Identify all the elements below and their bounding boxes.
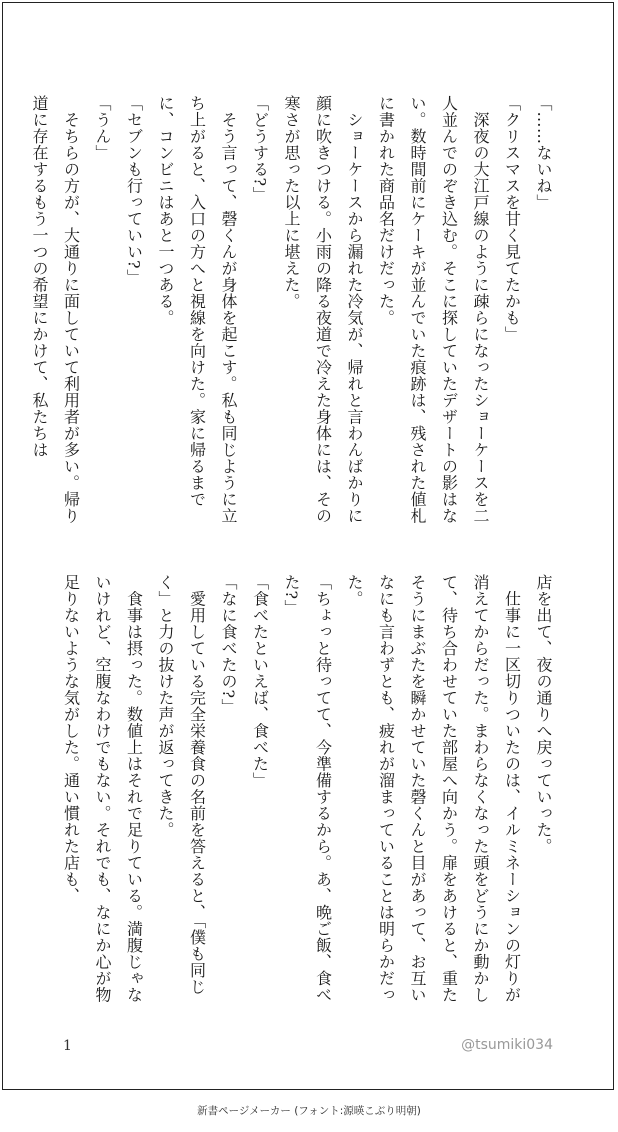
text-column-bottom — [55, 574, 559, 1004]
paragraph: 「クリスマスを甘く見てたかも」 — [502, 95, 522, 343]
paragraph: 「なに食べたの?」 — [219, 574, 238, 716]
paragraph: 愛用している完全栄養食の名前を答えると、「僕も同じく」と力の抜けた声が返ってきた。 — [156, 574, 207, 995]
paragraph: 「うん」 — [93, 95, 112, 161]
paragraph: 「食べたといえば、食べた」 — [250, 574, 270, 789]
paragraph: 食事は摂った。数値上はそれで足りている。満腹じゃないけれど、空腹なわけでもない。それでも、なにか心が物足りないような気がした。通い慣れた店も、 — [61, 574, 144, 1003]
paragraph: 「セブンも行っていい?」 — [124, 95, 144, 286]
paragraph: 店を出て、夜の通りへ戻っていった。 — [534, 574, 553, 855]
paragraph: 深夜の大江戸線のように疎らになったショーケースを二人並んでのぞき込む。そこに探していたデザートの影はない。数時間前にケーキが並んでいた痕跡は、残された値札に書かれた商品名だけだった。 — [376, 95, 490, 524]
paragraph: そちらの方が、大通りに面していて利用者が多い。帰り道に存在するもう一つの希望にかけて、私たちは — [30, 95, 81, 524]
page-number: 1 — [63, 1038, 72, 1054]
paragraph: 「……ないね」 — [534, 95, 553, 211]
book-page — [2, 2, 614, 1090]
text-column-top — [30, 95, 559, 525]
paragraph: そう言って、磬くんが身体を起こす。私も同じように立ち上がると、入口の方へと視線を向けた。家に帰るまでに、コンビニはあと一つある。 — [156, 95, 238, 524]
author-handle: @tsumiki034 — [461, 1037, 553, 1053]
paragraph: 仕事に一区切りついたのは、イルミネーションの灯りが消えてからだった。まわらなくなった頭をどうにか動かして、待ち合わせていた部屋へ向かう。扉をあけると、重たそうにまぶたを瞬かせていた磬くんと目があって、お互いなにも言わずとも、疲れが溜まっていることは明らかだった。 — [345, 574, 522, 1003]
paragraph: 「ちょっと待ってて、今準備するから。あ、晩ご飯、食べた?」 — [282, 574, 333, 1003]
paragraph: 「どうする?」 — [250, 95, 270, 204]
paragraph: ショーケースから漏れた冷気が、帰れと言わんばかりに顔に吹きつける。小雨の降る夜道で冷えた身体には、その寒さが思った以上に堪えた。 — [282, 95, 364, 524]
footer-caption: 新書ページメーカー (フォント:源暎こぶり明朝) — [197, 1105, 421, 1117]
